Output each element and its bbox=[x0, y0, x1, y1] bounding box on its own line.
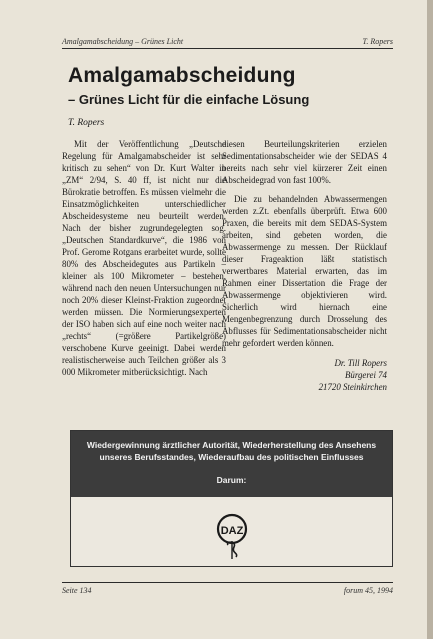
article-title: Amalgamabscheidung bbox=[68, 64, 296, 87]
running-header-right: T. Ropers bbox=[362, 37, 393, 46]
signature-street: Bürgerei 74 bbox=[345, 370, 387, 380]
signature-name: Dr. Till Ropers bbox=[334, 358, 387, 368]
page-edge bbox=[427, 0, 433, 639]
page-footer bbox=[62, 586, 393, 595]
banner-line-2: unseres Berufsstandes, Wiederaufbau des politischen Einflusses bbox=[99, 452, 364, 462]
daz-logo bbox=[216, 501, 248, 561]
signature-city: 21720 Steinkirchen bbox=[318, 382, 387, 392]
running-header bbox=[62, 37, 393, 46]
advertisement-banner bbox=[71, 431, 392, 497]
paragraph-3: Die zu behandelnden Abwassermengen werden z.Zt. ebenfalls überprüft. Etwa 600 Praxen, die bereits mit dem SEDAS-System arbeiten, sind gebeten worden, die Abwassermenge zu messen. Der Rücklauf dieser Frageaktion läßt statistisch verwertbares Material erwarten, das im Rahmen einer Dissertation die Frage der Abwassermenge objektivieren wird. Sicherlich wird hiernach eine Mengenbegrenzung durch Drosselung des Abflusses für Sedimentationsabscheider nicht mehr gefordert werden können. bbox=[222, 194, 387, 348]
banner-darum: Darum: bbox=[216, 475, 247, 485]
text-column-right bbox=[222, 138, 387, 393]
paragraph-1: Mit der Veröffentlichung „Deutsche Regelung für Amalgamabscheider ist sehr kritisch zu sehen“ von Dr. Kurt Walter in „ZM“ 2/94, S. 40 ff, ist nicht nur die Bürokratie betroffen. Es müssen vielmehr die Einsatzmöglichkeiten unterschiedlicher Abscheidesysteme neu beurteilt werden. Nach der bisher zugrundegelegten sog. „Deutschen Standardkurve“, die 1986 von Prof. Gerome Rotgans erarbeitet wurde, sollte 80% des Abscheidegutes aus Partikeln – kleiner als 100 Mikrometer – bestehen, während nach den neuen Untersuchungen nur noch 20% dieser Kleinst-Fraktion zugeordnet werden müssen. Die Normierungsexperten der ISO haben sich auf eine noch weiter nach „rechts“ (=größere Partikelgröße) verschobene Kurve geeinigt. Dabei werden realistischerweise auch Teilchen größer als 3 000 Mikrometer mitberücksichtigt. Nach bbox=[62, 139, 226, 377]
article-author: T. Ropers bbox=[68, 118, 105, 128]
journal-issue: forum 45, 1994 bbox=[343, 586, 393, 595]
running-header-left: Amalgamabscheidung – Grünes Licht bbox=[62, 37, 184, 46]
author-signature bbox=[222, 357, 387, 393]
paragraph-2: diesen Beurteilungskriterien erzielen Sedimentationsabscheider wie der SEDAS 4 bereits nach sehr viel kürzerer Zeit einen Abscheidegrad von fast 100%. bbox=[222, 139, 387, 185]
page-number: Seite 134 bbox=[62, 586, 92, 595]
advertisement-box bbox=[70, 430, 393, 567]
daz-logo-text: DAZ bbox=[220, 525, 244, 537]
article-subtitle: – Grünes Licht für die einfache Lösung bbox=[68, 92, 310, 107]
header-rule bbox=[62, 48, 393, 49]
text-column-left bbox=[62, 138, 226, 418]
footer-rule bbox=[62, 582, 393, 583]
banner-line-1: Wiedergewinnung ärztlicher Autorität, Wiederherstellung des Ansehens bbox=[86, 440, 377, 450]
